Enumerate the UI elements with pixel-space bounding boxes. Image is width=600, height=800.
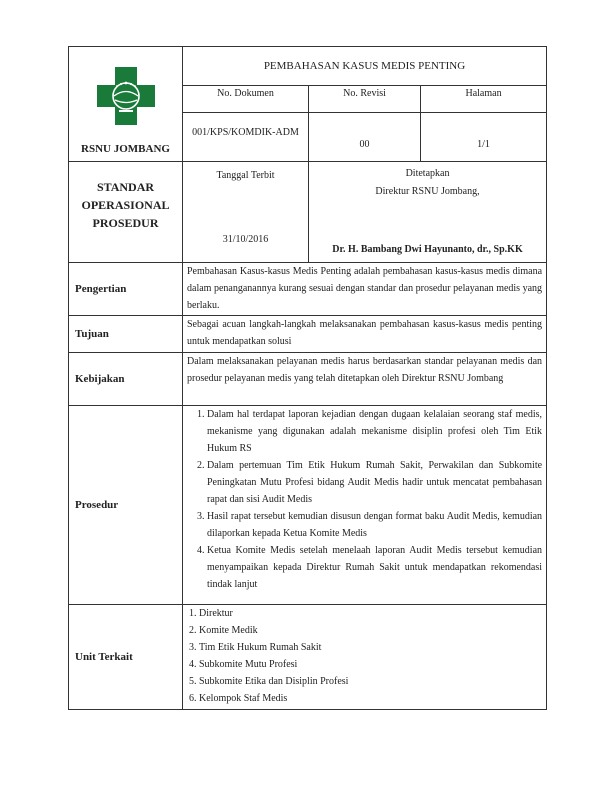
unit-item: 3. Tim Etik Hukum Rumah Sakit — [199, 639, 542, 656]
approval-cell — [309, 162, 547, 263]
sop-table — [68, 46, 547, 710]
hospital-logo-cell — [69, 47, 183, 162]
unit-item: 6. Kelompok Staf Medis — [199, 690, 542, 707]
tujuan-label: Tujuan — [69, 316, 183, 353]
prosedur-step: 4. Ketua Komite Medis setelah menelaah laporan Audit Medis tersebut kemudian menyampaikan kepada Direktur Rumah Sakit untuk mendapatkan rekomendasi tindak lanjut — [207, 542, 542, 593]
document-title: PEMBAHASAN KASUS MEDIS PENTING — [263, 60, 466, 72]
pengertian-label: Pengertian — [69, 263, 183, 316]
issue-date-label: Tanggal Terbit — [216, 170, 275, 181]
doc-number-label: No. Dokumen — [217, 88, 274, 99]
issue-date-cell — [183, 162, 309, 263]
unit-label: Unit Terkait — [69, 605, 183, 710]
prosedur-step: 3. Hasil rapat tersebut kemudian disusun dengan format baku Audit Medis, kemudian dilaporkan kepada Ketua Komite Medis — [207, 508, 542, 542]
pengertian-text: Pembahasan Kasus-kasus Medis Penting adalah pembahasan kasus-kasus medis dimana dalam penanganannya kurang sesuai dengan standar dan prosedur pelayanan medis yang berlaku. — [183, 263, 547, 316]
page-value: 1/1 — [477, 139, 490, 150]
unit-item: 2. Komite Medik — [199, 622, 542, 639]
prosedur-step: 1. Dalam hal terdapat laporan kejadian dengan dugaan kelalaian seorang staf medis, mekanisme yang digunakan adalah mekanisme disiplin profesi oleh Tim Etik Hukum RS — [207, 406, 542, 457]
unit-item: 1. Direktur — [199, 605, 542, 622]
document-title-cell — [183, 47, 547, 86]
tujuan-text: Sebagai acuan langkah-langkah melaksanakan pembahasan kasus-kasus medis penting untuk mendapatkan solusi — [183, 316, 547, 353]
prosedur-steps — [183, 406, 547, 605]
sop-label: STANDAR OPERASIONAL PROSEDUR — [81, 180, 170, 230]
unit-list-cell — [183, 605, 547, 710]
prosedur-step: 2. Dalam pertemuan Tim Etik Hukum Rumah Sakit, Perwakilan dan Subkomite Peningkatan Mutu Profesi bidang Audit Medis hadir untuk mencatat pembahasan rapat dan sisi Audit Medis — [207, 457, 542, 508]
issue-date-value: 31/10/2016 — [222, 234, 269, 245]
hospital-logo-icon — [95, 65, 157, 127]
hospital-name: RSNU JOMBANG — [81, 143, 170, 155]
kebijakan-text: Dalam melaksanakan pelayanan medis harus berdasarkan standar pelayanan medis dan prosedur pelayanan medis yang telah ditetapkan oleh Direktur RSNU Jombang — [183, 353, 547, 406]
unit-item: 5. Subkomite Etika dan Disiplin Profesi — [199, 673, 542, 690]
unit-item: 4. Subkomite Mutu Profesi — [199, 656, 542, 673]
approver-name: Dr. H. Bambang Dwi Hayunanto, dr., Sp.KK — [332, 244, 523, 255]
kebijakan-label: Kebijakan — [69, 353, 183, 406]
prosedur-label: Prosedur — [69, 406, 183, 605]
page-label: Halaman — [465, 88, 502, 99]
approved-label: Ditetapkan — [405, 168, 450, 179]
revision-label: No. Revisi — [343, 88, 386, 99]
doc-number-value: 001/KPS/KOMDIK-ADM — [192, 127, 299, 138]
unit-list — [187, 605, 542, 707]
approver-title: Direktur RSNU Jombang, — [375, 186, 480, 197]
revision-value: 00 — [359, 139, 370, 150]
prosedur-list — [187, 406, 542, 593]
sop-label-cell — [69, 162, 183, 263]
